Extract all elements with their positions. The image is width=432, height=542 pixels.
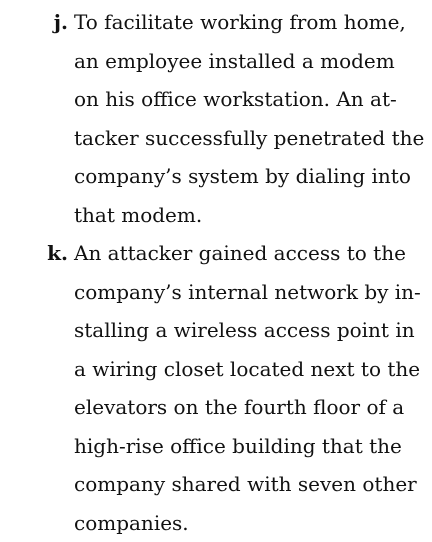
text-line: a wiring closet located next to the	[74, 350, 420, 389]
text-line: on his office workstation. An at-	[74, 80, 397, 119]
text-line: tacker successfully penetrated the	[74, 119, 424, 158]
text-line: company’s system by dialing into	[74, 157, 411, 196]
text-line: that modem.	[74, 196, 202, 235]
list-marker: k.	[0, 234, 68, 273]
text-line: companies.	[74, 504, 189, 542]
list-marker: j.	[0, 3, 68, 42]
text-line: To facilitate working from home,	[74, 3, 406, 42]
text-line: company’s internal network by in-	[74, 273, 421, 312]
text-line: elevators on the fourth floor of a	[74, 388, 404, 427]
text-line: company shared with seven other	[74, 465, 417, 504]
text-line: high-rise office building that the	[74, 427, 402, 466]
text-line: stalling a wireless access point in	[74, 311, 415, 350]
text-line: An attacker gained access to the	[74, 234, 406, 273]
text-line: an employee installed a modem	[74, 42, 395, 81]
